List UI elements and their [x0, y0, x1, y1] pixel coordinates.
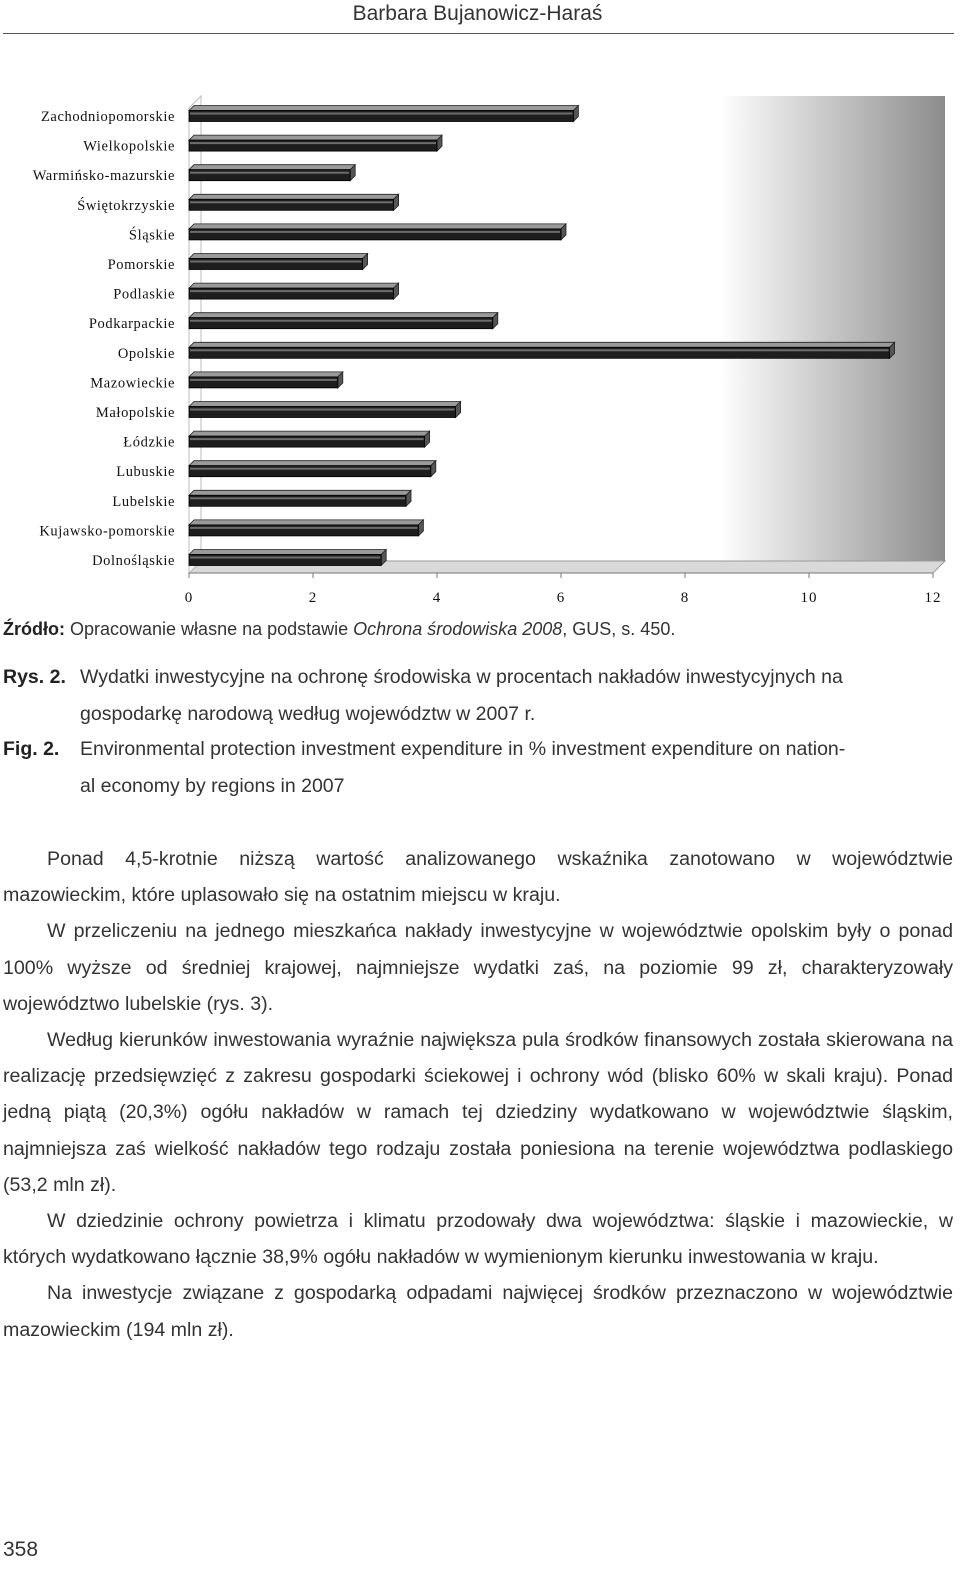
- category-label: Lubelskie: [112, 493, 175, 510]
- bar: [189, 259, 363, 270]
- bar-top-face: [189, 194, 399, 199]
- bar-top-face: [189, 165, 355, 170]
- bar: [189, 377, 338, 388]
- category-label: Warmińsko-mazurskie: [32, 168, 175, 185]
- bar-chart: [0, 85, 960, 615]
- bar-highlight: [190, 349, 889, 351]
- figure-source: [3, 619, 675, 640]
- bar-top-face: [189, 135, 442, 140]
- category-label: Opolskie: [117, 345, 175, 362]
- bar: [189, 199, 394, 210]
- bar-highlight: [190, 438, 424, 440]
- bar-top-face: [189, 431, 430, 436]
- x-tick-label: 8: [680, 590, 690, 606]
- bar-top-face: [189, 402, 461, 407]
- bar: [189, 436, 425, 447]
- bar-highlight: [190, 201, 393, 203]
- bar: [189, 140, 437, 151]
- bar-highlight: [190, 320, 492, 322]
- source-text-pre: Opracowanie własne na podstawie: [70, 619, 354, 639]
- bar: [189, 170, 350, 181]
- bar-highlight: [190, 527, 417, 529]
- bar-top-face: [189, 106, 578, 111]
- x-tick-label: 10: [800, 590, 818, 606]
- x-tick-label: 12: [924, 590, 942, 606]
- caption-en-line-1: Environmental protection investment expenditure in % investment expenditure on nation-: [80, 738, 846, 760]
- x-axis: [185, 573, 942, 606]
- paragraph-3: Według kierunków inwestowania wyraźnie największa pula środków finansowych została skierowana na realizację przedsięwzięć z zakresu gospodarki ściekowej i ochrony wód (blisko 60% w skali kraju). Ponad jedną piątą (20,3%) ogółu nakładów w ramach tej dziedziny wydatkowano w województwie śląskim, najmniejsza zaś wielkość nakładów tego rodzaju została poniesiona na terenie województwa podlaskiego (53,2 mln zł).: [3, 1029, 953, 1196]
- category-label: Śląskie: [128, 227, 175, 244]
- bar: [189, 111, 573, 122]
- bar: [189, 288, 394, 299]
- figure-caption-english: [3, 731, 953, 805]
- source-text-italic: Ochrona środowiska 2008: [353, 619, 563, 639]
- category-label: Podkarpackie: [88, 316, 175, 333]
- bar-highlight: [190, 113, 572, 115]
- bar-top-face: [189, 342, 895, 347]
- category-label: Dolnośląskie: [92, 553, 175, 569]
- category-label: Podlaskie: [113, 286, 175, 303]
- bar-highlight: [190, 261, 362, 263]
- x-tick-label: 6: [556, 590, 566, 606]
- bar: [189, 525, 418, 536]
- category-label: Pomorskie: [107, 257, 175, 273]
- category-label: Świętokrzyskie: [77, 197, 175, 214]
- bar: [189, 466, 431, 477]
- x-tick-label: 4: [432, 590, 442, 606]
- x-tick-label: 2: [308, 590, 318, 606]
- bar-top-face: [189, 372, 343, 377]
- bar-top-face: [189, 224, 566, 229]
- paragraph-2: W przeliczeniu na jednego mieszkańca nakłady inwestycyjne w województwie opolskim były o ponad 100% wyższe od średniej krajowej, najmniejsze wydatki zaś, na poziomie 99 zł, charakteryzowały województwo lubelskie (rys. 3).: [3, 920, 953, 1015]
- bar-highlight: [190, 290, 393, 292]
- caption-label-rys: Rys. 2.: [3, 666, 66, 688]
- category-label: Zachodniopomorskie: [40, 109, 175, 125]
- bar-highlight: [190, 172, 349, 174]
- paragraph-5: Na inwestycje związane z gospodarką odpadami najwięcej środków przeznaczono w województwie mazowieckim (194 mln zł).: [3, 1282, 953, 1341]
- caption-label-fig: Fig. 2.: [3, 738, 60, 760]
- bar-highlight: [190, 497, 405, 499]
- category-label: Mazowieckie: [90, 375, 175, 392]
- bar-top-face: [189, 550, 386, 555]
- bar: [189, 495, 406, 506]
- bar-top-face: [189, 283, 399, 288]
- bar-highlight: [190, 231, 560, 233]
- bar: [189, 229, 561, 240]
- bar: [189, 318, 493, 329]
- paragraph-1: Ponad 4,5-krotnie niższą wartość analizowanego wskaźnika zanotowano w województwie mazowieckim, które uplasowało się na ostatnim miejscu w kraju.: [3, 848, 953, 907]
- category-labels: [33, 109, 175, 569]
- caption-pl-line-2: gospodarkę narodową według województw w 2007 r.: [80, 703, 536, 725]
- bar-highlight: [190, 142, 436, 144]
- header-rule: [3, 33, 954, 34]
- bar-top-face: [189, 490, 411, 495]
- caption-pl-line-1: Wydatki inwestycyjne na ochronę środowiska w procentach nakładów inwestycyjnych na: [80, 666, 843, 688]
- source-text-post: , GUS, s. 450.: [562, 619, 676, 639]
- bar: [189, 555, 381, 566]
- category-label: Łódzkie: [123, 434, 175, 451]
- x-tick-label: 0: [184, 590, 194, 606]
- caption-en-line-2: al economy by regions in 2007: [80, 775, 345, 797]
- body-text: [3, 841, 953, 1348]
- figure-caption-polish: [3, 659, 953, 733]
- page-number: 358: [3, 1538, 39, 1561]
- bar-highlight: [190, 468, 430, 470]
- bar-top-face: [189, 313, 498, 318]
- source-label: Źródło:: [3, 619, 65, 639]
- bar: [189, 407, 456, 418]
- category-label: Lubuskie: [116, 464, 175, 481]
- category-label: Kujawsko-pomorskie: [39, 523, 175, 540]
- bar-top-face: [189, 254, 368, 259]
- bar-highlight: [190, 379, 337, 381]
- paragraph-4: W dziedzinie ochrony powietrza i klimatu przodowały dwa województwa: śląskie i mazowieckie, w których wydatkowano łącznie 38,9% ogółu nakładów w wymienionym kierunku inwestowania w kraju.: [3, 1210, 953, 1269]
- running-head-author: Barbara Bujanowicz-Haraś: [352, 2, 603, 25]
- category-label: Wielkopolskie: [83, 138, 175, 155]
- category-label: Małopolskie: [95, 405, 175, 421]
- bar: [189, 347, 890, 358]
- bar-highlight: [190, 557, 380, 559]
- bar-top-face: [189, 520, 423, 525]
- bar-top-face: [189, 461, 436, 466]
- bar-highlight: [190, 409, 455, 411]
